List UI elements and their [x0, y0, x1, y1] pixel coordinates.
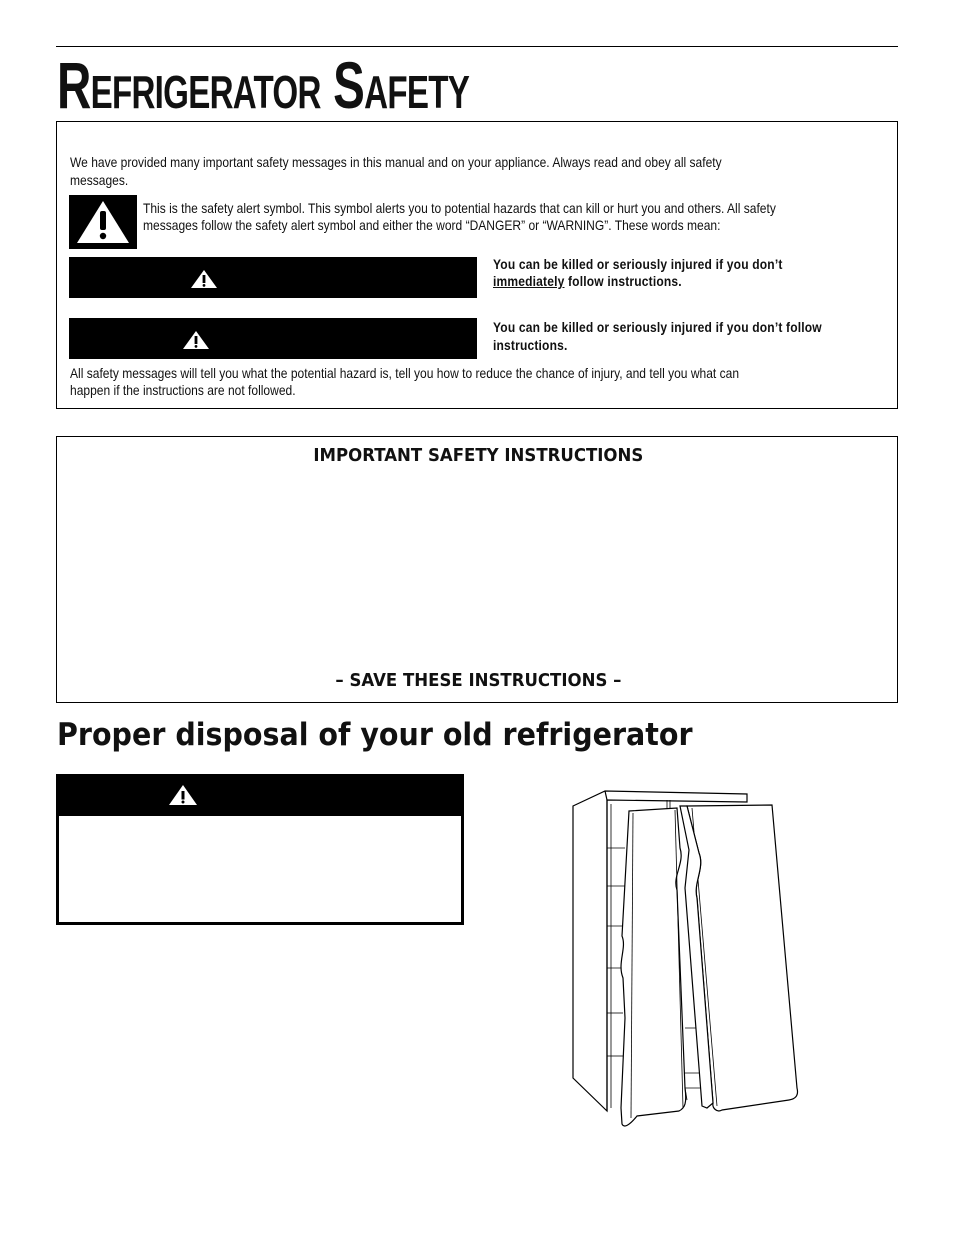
intro-line-1: We have provided many important safety messages in this manual and on your appliance. Always read and obey all safety	[70, 154, 722, 170]
warning-triangle-icon	[167, 784, 199, 811]
intro-footer-line-1: All safety messages will tell you what the potential hazard is, tell you how to reduce the chance of injury, and tell you what can	[70, 365, 740, 381]
safety-alert-symbol-icon	[69, 195, 137, 249]
intro-footer-line-2: happen if the instructions are not followed.	[70, 382, 296, 398]
symbol-line-1: This is the safety alert symbol. This symbol alerts you to potential hazards that can kill or hurt you and others. All safety	[143, 200, 776, 216]
intro-line-2: messages.	[70, 172, 129, 188]
page-title: Refrigerator Safety	[57, 48, 470, 122]
danger-meaning-rest: follow instructions.	[564, 273, 682, 289]
danger-meaning-line-2	[493, 272, 682, 290]
danger-meaning-line-1: You can be killed or seriously injured if you don’t	[493, 256, 783, 272]
warning-triangle-icon	[181, 330, 211, 355]
warning-signal-bar	[69, 318, 477, 359]
symbol-line-2: messages follow the safety alert symbol and either the word “DANGER” or “WARNING”. These words mean:	[143, 217, 721, 233]
disposal-heading: Proper disposal of your old refrigerator	[57, 717, 693, 753]
side-by-side-refrigerator-illustration	[567, 788, 807, 1138]
warning-triangle-icon	[189, 269, 219, 294]
disposal-warning-header	[56, 774, 464, 816]
save-instructions-footer: – SAVE THESE INSTRUCTIONS –	[334, 670, 622, 691]
warning-meaning-line-1: You can be killed or seriously injured if you don’t follow	[493, 319, 822, 335]
danger-meaning-emphasis: immediately	[493, 273, 565, 289]
instructions-heading: IMPORTANT SAFETY INSTRUCTIONS	[313, 445, 643, 466]
warning-meaning-line-2: instructions.	[493, 337, 568, 353]
top-rule	[56, 46, 898, 47]
important-instructions-box	[56, 436, 898, 703]
danger-signal-bar	[69, 257, 477, 298]
